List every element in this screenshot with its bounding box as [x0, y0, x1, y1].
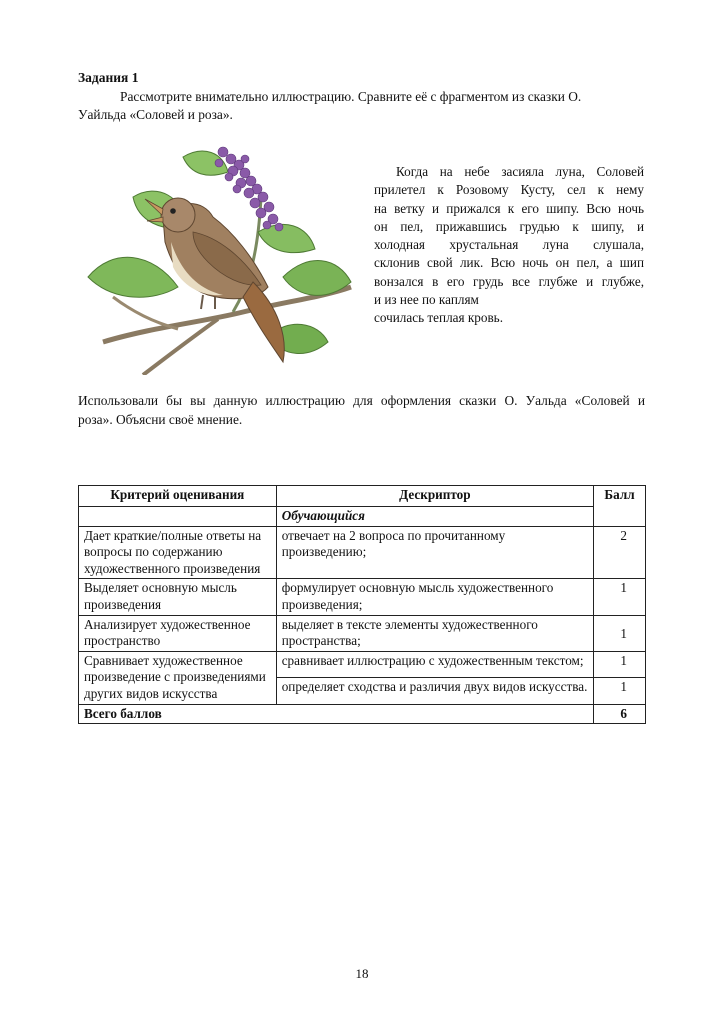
tale-line: склонив свой лик. Всю ночь он пел, а шип	[374, 255, 644, 271]
tale-fragment	[374, 163, 644, 328]
question-line2: роза». Объясни своё мнение.	[78, 412, 243, 427]
task-instruction-line1: Рассмотрите внимательно иллюстрацию. Сравните её с фрагментом из сказки О.	[120, 89, 582, 104]
criterion-cell: Сравнивает художественное произведение с произведениями других видов искусства	[79, 651, 277, 704]
descriptor-cell: выделяет в тексте элементы художественного пространства;	[276, 615, 593, 651]
question	[78, 391, 645, 429]
tale-line: на ветку и прижался к его шипу. Всю ночь	[374, 200, 644, 216]
table-total-row	[79, 704, 646, 724]
table-header-row	[79, 486, 646, 507]
table-row	[79, 579, 646, 615]
tale-line: холодная хрустальная луна слушала,	[374, 237, 644, 253]
total-score: 6	[594, 704, 646, 724]
nightingale-on-lilac-branch-icon	[83, 137, 353, 375]
tale-line: он пел, прижавшись грудью к шипу, и	[374, 218, 644, 234]
page-number: 18	[355, 966, 369, 981]
score-cell: 1	[594, 651, 646, 677]
criterion-cell: Анализирует художественное пространство	[79, 615, 277, 651]
table-row	[79, 651, 646, 677]
table-row	[79, 526, 646, 579]
header-descriptor: Дескриптор	[276, 486, 593, 507]
score-cell: 2	[594, 526, 646, 579]
tale-line: Когда на небе засияла луна, Соловей	[396, 164, 644, 179]
assessment-table	[78, 485, 646, 724]
score-cell: 1	[594, 678, 646, 704]
descriptor-cell: сравнивает иллюстрацию с художественным текстом;	[276, 651, 593, 677]
question-line1: Использовали бы вы данную иллюстрацию для оформления сказки О. Уальда «Соловей и	[78, 393, 645, 408]
criterion-cell: Выделяет основную мысль произведения	[79, 579, 277, 615]
criterion-cell: Дает краткие/полные ответы на вопросы по содержанию художественного произведения	[79, 526, 277, 579]
descriptor-cell: определяет сходства и различия двух видов искусства.	[276, 678, 593, 704]
descriptor-cell: формулирует основную мысль художественного произведения;	[276, 579, 593, 615]
tale-line: сочилась теплая кровь.	[374, 310, 503, 326]
nightingale-illustration	[83, 137, 353, 375]
table-row	[79, 615, 646, 651]
descriptor-cell: отвечает на 2 вопроса по прочитанному произведению;	[276, 526, 593, 579]
header-score: Балл	[594, 486, 646, 527]
table-subheader-row	[79, 507, 646, 527]
task-instruction-line2: Уайльда «Соловей и роза».	[78, 107, 233, 122]
task-title: Задания 1	[78, 70, 139, 85]
subheader-empty	[79, 507, 277, 527]
score-cell: 1	[594, 579, 646, 615]
total-label: Всего баллов	[79, 704, 594, 724]
header-criterion: Критерий оценивания	[79, 486, 277, 507]
tale-line: вонзался в его грудь все глубже и глубже,	[374, 273, 644, 289]
tale-line: и из нее по каплям	[374, 292, 479, 308]
score-cell: 1	[594, 615, 646, 651]
subheader-learner: Обучающийся	[276, 507, 593, 527]
tale-line: прилетел к Розовому Кусту, сел к нему	[374, 182, 644, 198]
